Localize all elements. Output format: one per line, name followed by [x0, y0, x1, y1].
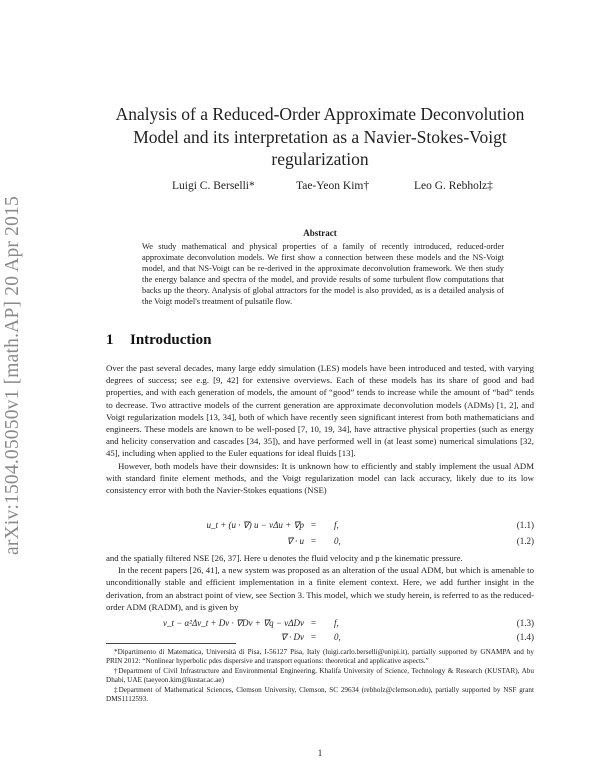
equation-1-2	[106, 536, 534, 548]
equation-rhs: 0,	[334, 536, 341, 546]
equation-sign: =	[311, 520, 317, 530]
equation-sign: =	[311, 536, 317, 546]
equation-number: (1.1)	[516, 520, 534, 530]
author-1: Luigi C. Berselli*	[172, 180, 255, 192]
paragraph: Over the past several decades, many large eddy simulation (LES) models have been introduced and tested, with varying degrees of success; see e.g. [9, 42] for extensive overviews. Each of these models has its share of good and bad properties, and with each generation of models, the amount of “good” tends to increase while the amount of “bad” tends to decrease. Two attractive models of the current generation are approximate deconvolution models (ADMs) [1, 2], and Voigt regularization models [13, 34], both of which have recently seen significant interest from both mathematicians and engineers. These models are known to be well-posed [7, 10, 19, 34], have attractive physical properties (such as energy and helicity conservation and cascades [34, 35]), and have performed well in (at least some) numerical simulations [32, 45], including when applied to the Euler equations for ideal fluids [13].	[106, 363, 534, 459]
section-number: 1	[106, 332, 114, 348]
equation-lhs: ∇ · u	[286, 536, 304, 546]
equation-sign: =	[311, 632, 317, 642]
equation-1-3	[106, 618, 534, 630]
equation-rhs: 0,	[334, 632, 341, 642]
section-title: Introduction	[130, 332, 212, 348]
section-heading	[106, 332, 211, 349]
author-2: Tae-Yeon Kim†	[296, 180, 370, 192]
body-block-2	[106, 552, 534, 613]
footnotes	[106, 648, 534, 704]
equation-number: (1.2)	[516, 536, 534, 546]
paragraph: In the recent papers [26, 41], a new system was proposed as an alteration of the usual ADM, but which is amenable to unconditionally stable and efficient implementation in a finite element context. Here, we add further insight in the derivation, from an abstract point of view, see Section 3. This model, which we study herein, is referred to as the reduced-order ADM (RADM), and is given by	[106, 565, 534, 612]
equation-1-1	[106, 520, 534, 532]
equation-number: (1.4)	[516, 632, 534, 642]
equation-rhs: f,	[334, 618, 339, 628]
arxiv-stamp: arXiv:1504.05050v1 [math.AP] 20 Apr 2015	[2, 196, 23, 555]
equation-sign: =	[311, 618, 317, 628]
page-number: 1	[317, 748, 323, 758]
abstract-heading: Abstract	[303, 228, 337, 238]
paper-title: Analysis of a Reduced-Order Approximate Deconvolution Model and its interpretation as a Navier-Stokes-Voigt regularization	[115, 104, 525, 169]
equation-lhs: u_t + (u · ∇) u − νΔu + ∇p	[206, 520, 304, 530]
abstract-text: We study mathematical and physical properties of a family of recently introduced, reduced-order approximate deconvolution models. We first show a connection between these models and the NS-Voigt model, and that NS-Voigt can be re-derived in the approximate deconvolution framework. We then study the energy balance and spectra of the model, and provide results of some turbulent flow computations that backs up the theory. Analysis of global attractors for the model is also provided, as is a detailed analysis of the Voigt model's treatment of pulsatile flow.	[142, 242, 504, 306]
footnote-rule	[106, 643, 236, 644]
footnote-1: *Dipartimento di Matematica, Università di Pisa, I-56127 Pisa, Italy (luigi.carlo.berselli@unipi.it), partially supported by GNAMPA and by PRIN 2012: “Nonlinear hyperbolic pdes dispersive and transport equations: theoretical and applicative aspects.”	[106, 648, 534, 666]
equation-rhs: f,	[334, 520, 339, 530]
paragraph: However, both models have their downsides: It is unknown how to efficiently and stably implement the usual ADM with standard finite element methods, and the Voigt regularization model can lack accuracy, likely due to its low consistency error with both the Navier-Stokes equations (NSE)	[106, 460, 534, 496]
footnote-2: †Department of Civil Infrastructure and Environmental Engineering, Khalifa University of Science, Technology & Research (KUSTAR), Abu Dhabi, UAE (taeyeon.kim@kustar.ac.ae)	[106, 666, 534, 685]
equation-number: (1.3)	[516, 618, 534, 628]
body-block-1	[106, 362, 534, 496]
equation-lhs: ∇ · Dv	[280, 632, 304, 642]
footnote-3: ‡Department of Mathematical Sciences, Clemson University, Clemson, SC 29634 (rebholz@clemson.edu), partially supported by NSF grant DMS1112593.	[106, 685, 534, 704]
paragraph: and the spatially filtered NSE [26, 37]. Here u denotes the fluid velocity and p the kinematic pressure.	[106, 553, 463, 563]
author-3: Leo G. Rebholz‡	[414, 180, 493, 192]
equation-lhs: v_t − α²Δv_t + Dv · ∇Dv + ∇q − νΔDv	[162, 618, 304, 628]
